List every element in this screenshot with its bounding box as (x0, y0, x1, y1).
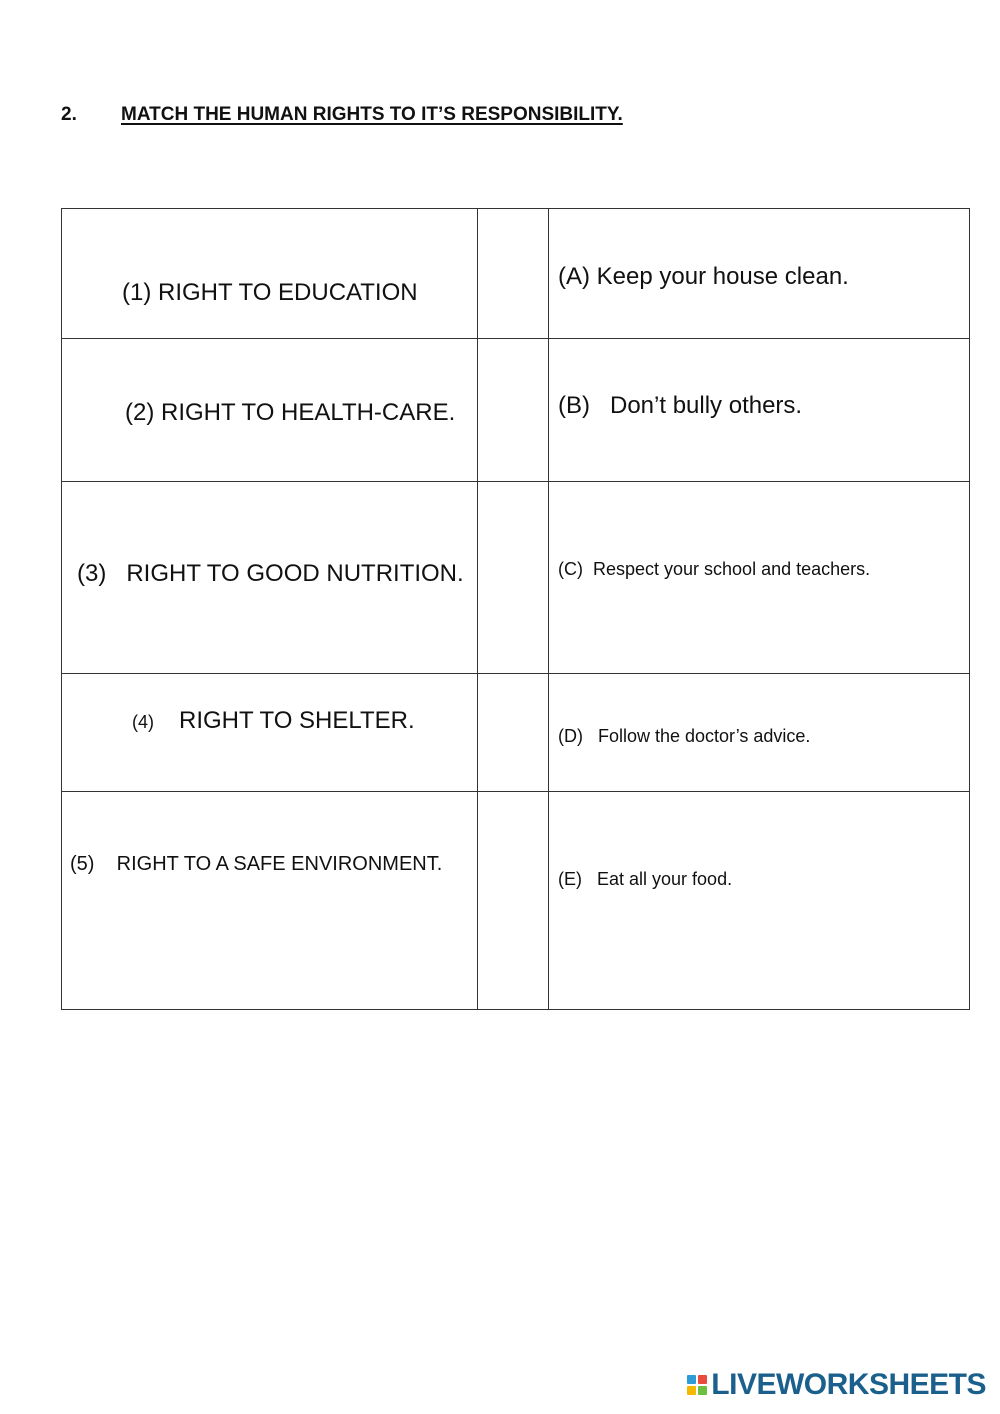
table-row (62, 482, 970, 674)
responsibility-cell (549, 339, 970, 482)
question-title: MATCH THE HUMAN RIGHTS TO IT’S RESPONSIBILITY. (121, 104, 623, 125)
answer-drop-zone[interactable] (478, 209, 548, 338)
answer-drop-zone[interactable] (478, 674, 548, 791)
answer-drop-zone[interactable] (478, 792, 548, 1009)
logo-text: LIVEWORKSHEETS (711, 1368, 986, 1401)
right-cell (62, 209, 478, 339)
right-cell (62, 482, 478, 674)
answer-cell[interactable] (478, 674, 549, 792)
right-text: (5) RIGHT TO A SAFE ENVIRONMENT. (70, 853, 443, 875)
right-cell (62, 339, 478, 482)
liveworksheets-logo (687, 1368, 986, 1402)
answer-drop-zone[interactable] (478, 339, 548, 481)
right-label: (4) (132, 712, 154, 732)
right-cell (62, 674, 478, 792)
answer-cell[interactable] (478, 482, 549, 674)
table-row (62, 209, 970, 339)
right-text: RIGHT TO SHELTER. (179, 707, 415, 734)
logo-square-blue (687, 1375, 696, 1384)
logo-square-yellow (687, 1386, 696, 1395)
right-text: (3) RIGHT TO GOOD NUTRITION. (77, 560, 464, 587)
table-row (62, 674, 970, 792)
right-text: (2) RIGHT TO HEALTH-CARE. (125, 399, 456, 426)
responsibility-text: (B) Don’t bully others. (558, 392, 803, 419)
logo-mark-icon (687, 1375, 707, 1395)
question-number: 2. (61, 104, 77, 125)
responsibility-cell (549, 209, 970, 339)
responsibility-text: (C) Respect your school and teachers. (558, 559, 871, 579)
table-row (62, 792, 970, 1010)
responsibility-text: (E) Eat all your food. (558, 869, 733, 889)
table-row (62, 339, 970, 482)
logo-square-green (698, 1386, 707, 1395)
matching-table (61, 208, 970, 1010)
responsibility-text: (A) Keep your house clean. (558, 263, 849, 290)
logo-square-red (698, 1375, 707, 1384)
answer-drop-zone[interactable] (478, 482, 548, 673)
right-cell (62, 792, 478, 1010)
answer-cell[interactable] (478, 792, 549, 1010)
responsibility-text: (D) Follow the doctor’s advice. (558, 726, 811, 746)
answer-cell[interactable] (478, 209, 549, 339)
answer-cell[interactable] (478, 339, 549, 482)
responsibility-cell (549, 482, 970, 674)
right-text: (1) RIGHT TO EDUCATION (122, 279, 418, 306)
responsibility-cell (549, 792, 970, 1010)
question-heading (61, 104, 623, 126)
responsibility-cell (549, 674, 970, 792)
